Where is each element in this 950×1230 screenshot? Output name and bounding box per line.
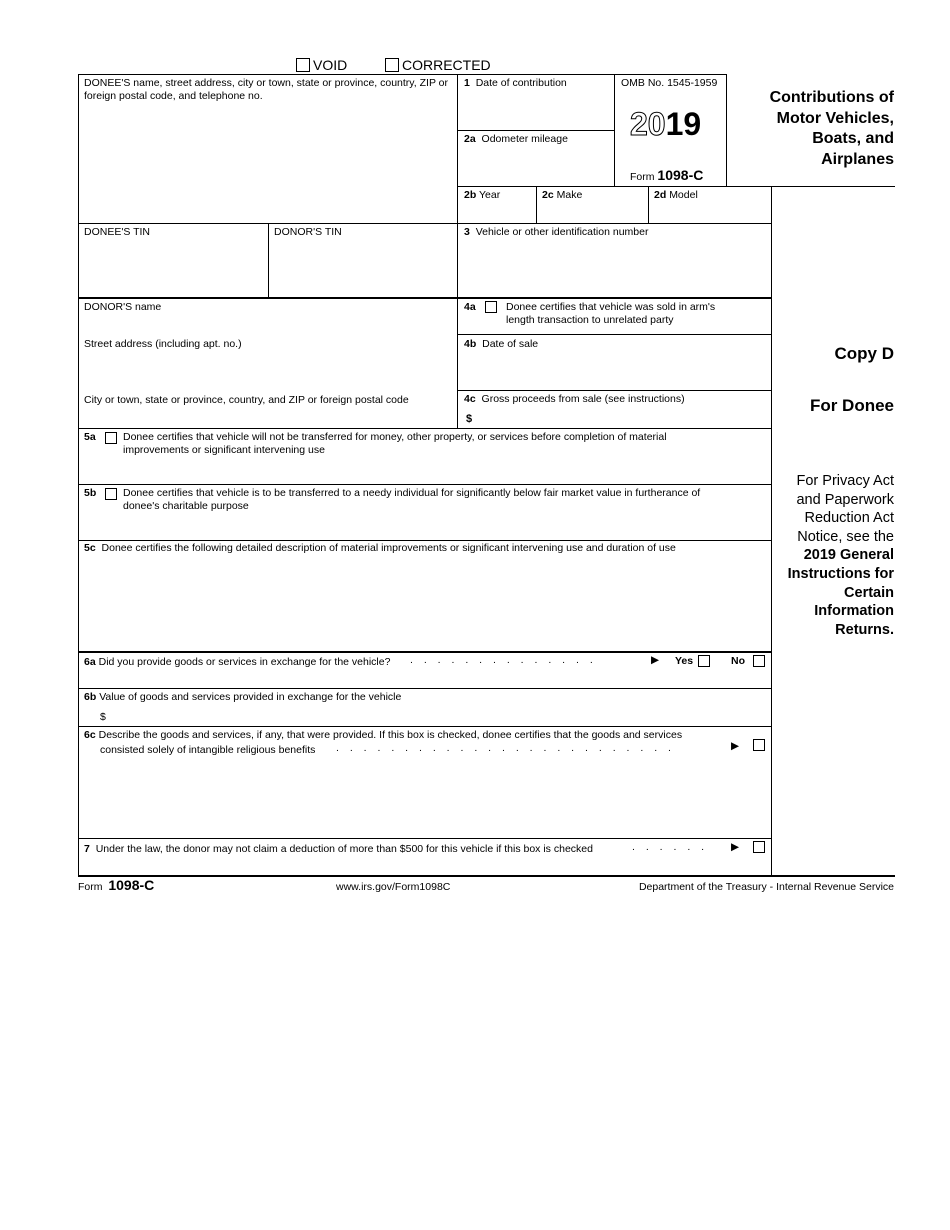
box6b-num: 6b <box>84 691 97 703</box>
corrected-checkbox[interactable] <box>385 58 399 72</box>
donee-name-label: DONEE'S name, street address, city or town, state or province, country, ZIP or foreign postal code, and telephone no. <box>84 77 449 102</box>
footer-form-number: 1098-C <box>108 877 155 893</box>
privacy-line: Returns. <box>835 621 894 638</box>
box4c-dollar: $ <box>466 413 473 425</box>
footer-department: Department of the Treasury - Internal Revenue Service <box>638 881 894 893</box>
omb-form-number: 1098-C <box>657 167 704 183</box>
box2a-label <box>464 133 568 146</box>
box6a-yes-label: Yes <box>675 655 694 667</box>
box5b-line: donee's charitable purpose <box>123 500 249 512</box>
box5c-num: 5c <box>84 542 96 554</box>
box4a-line: length transaction to unrelated party <box>506 314 674 326</box>
box2b-label <box>464 189 500 202</box>
box2c-text: Make <box>556 189 583 201</box>
privacy-line: Instructions for <box>787 565 894 582</box>
box5b-line: Donee certifies that vehicle is to be transferred to a needy individual for significantly below fair market value in furtherance of <box>123 487 701 499</box>
form-bottom-border <box>78 875 895 877</box>
title-line: Boats, and <box>812 130 894 147</box>
box6a-label <box>84 656 390 669</box>
box6c-arrow-icon: ▶ <box>731 740 740 752</box>
box6c-label <box>84 729 724 742</box>
tax-year <box>630 106 701 142</box>
omb-form-name <box>630 167 703 183</box>
omb-number: OMB No. 1545-1959 <box>621 77 718 89</box>
donee-tin-label: DONEE'S TIN <box>84 226 150 238</box>
box6c-line2: consisted solely of intangible religious benefits <box>100 744 316 756</box>
box1-bottom <box>457 130 614 131</box>
box2a-text: Odometer mileage <box>481 133 568 145</box>
box6a-no-label: No <box>731 655 745 667</box>
copy-recipient: For Donee <box>809 396 894 415</box>
box2a-num: 2a <box>464 133 476 145</box>
box7-leader: . . . . . . <box>632 841 709 853</box>
box6a-leader: . . . . . . . . . . . . . . <box>410 654 597 666</box>
box4a-line: Donee certifies that vehicle was sold in arm's <box>506 301 716 313</box>
box2d-label <box>654 189 698 202</box>
box2c-divider <box>648 186 649 223</box>
title-line: Airplanes <box>821 150 894 168</box>
box6b-label <box>84 691 401 704</box>
box2c-label <box>542 189 582 202</box>
box5a-line: Donee certifies that vehicle will not be transferred for money, other property, or services before completion of material <box>123 431 667 443</box>
donor-street-label: Street address (including apt. no.) <box>84 338 242 350</box>
box5c-top <box>78 540 771 541</box>
tin-divider <box>268 223 269 298</box>
donor-tin-label: DONOR'S TIN <box>274 226 342 238</box>
corrected-label: CORRECTED <box>402 57 491 73</box>
box4b-num: 4b <box>464 338 477 350</box>
form-title <box>732 88 894 170</box>
box5b-checkbox[interactable] <box>105 488 117 500</box>
privacy-line: and Paperwork <box>796 491 894 508</box>
box6c-top <box>78 726 771 727</box>
omb-left-border <box>614 74 615 186</box>
void-label: VOID <box>313 57 348 73</box>
footer-form-name <box>78 877 154 893</box>
footer-form-word: Form <box>78 881 103 893</box>
box6c-leader: . . . . . . . . . . . . . . . . . . . . . . . . . <box>336 742 675 754</box>
box4c-top <box>457 390 771 391</box>
box5a-top <box>78 428 771 429</box>
box5a-num: 5a <box>84 431 96 443</box>
box5a-text <box>123 431 763 457</box>
box5a-checkbox[interactable] <box>105 432 117 444</box>
box2b-num: 2b <box>464 189 477 201</box>
box6a-top <box>78 651 771 653</box>
tin-row-top <box>78 223 771 224</box>
box4b-label <box>464 338 538 351</box>
middle-column-divider <box>457 74 458 428</box>
box5a-line: improvements or significant intervening use <box>123 444 325 456</box>
box7-label <box>84 843 593 856</box>
box4a-num: 4a <box>464 301 476 313</box>
box1-label <box>464 77 567 90</box>
box7-num: 7 <box>84 843 90 855</box>
year-suffix: 19 <box>665 106 702 142</box>
box5b-text <box>123 487 763 513</box>
privacy-line: 2019 General <box>803 547 894 564</box>
box7-top <box>78 838 771 839</box>
box7-text: Under the law, the donor may not claim a deduction of more than $500 for this vehicle if this box is checked <box>95 843 593 855</box>
box6c-checkbox[interactable] <box>753 739 765 751</box>
box3-num: 3 <box>464 226 470 238</box>
form-left-border <box>78 74 79 876</box>
box1-text: Date of contribution <box>475 77 567 89</box>
box6b-text: Value of goods and services provided in exchange for the vehicle <box>99 691 402 703</box>
title-line: Contributions of <box>769 89 894 106</box>
box6b-dollar: $ <box>100 711 106 723</box>
privacy-line: Information <box>814 603 894 620</box>
box5c-label <box>84 542 676 555</box>
privacy-line: Notice, see the <box>797 528 894 545</box>
donor-row-top <box>78 297 771 299</box>
box2b-divider <box>536 186 537 223</box>
donor-city-label: City or town, state or province, country, and ZIP or foreign postal code <box>84 394 409 406</box>
box5b-num: 5b <box>84 487 97 499</box>
box4b-text: Date of sale <box>482 338 539 350</box>
footer-url[interactable]: www.irs.gov/Form1098C <box>336 881 451 893</box>
privacy-notice <box>776 472 894 639</box>
privacy-line: For Privacy Act <box>796 473 894 489</box>
box6a-no-checkbox[interactable] <box>753 655 765 667</box>
box3-text: Vehicle or other identification number <box>475 226 649 238</box>
box4a-checkbox[interactable] <box>485 301 497 313</box>
box6c-num: 6c <box>84 729 96 741</box>
form-top-border <box>78 74 726 75</box>
box6b-top <box>78 688 771 689</box>
box5b-top <box>78 484 771 485</box>
box2d-text: Model <box>669 189 698 201</box>
box5c-text: Donee certifies the following detailed description of material improvements or significant intervening use and duration of use <box>101 542 676 554</box>
row2b-top <box>457 186 771 187</box>
box1-num: 1 <box>464 77 470 89</box>
year-prefix: 20 <box>630 106 666 142</box>
box4c-num: 4c <box>464 393 476 405</box>
title-line: Motor Vehicles, <box>776 109 894 127</box>
box3-label <box>464 226 648 239</box>
copy-designation: Copy D <box>834 344 894 363</box>
omb-form-word: Form <box>630 171 655 183</box>
box7-arrow-icon: ▶ <box>731 841 740 853</box>
omb-right-border <box>726 74 727 186</box>
box4a-text <box>506 301 766 327</box>
box2c-num: 2c <box>542 189 554 201</box>
box6c-text: Describe the goods and services, if any, that were provided. If this box is checked, donee certifies that the goods and services <box>98 729 683 741</box>
box4c-label <box>464 393 685 406</box>
box6a-arrow-icon: ▶ <box>651 654 660 666</box>
box2b-text: Year <box>479 189 501 201</box>
box4c-text: Gross proceeds from sale (see instructions) <box>481 393 685 405</box>
form-right-border <box>771 186 772 876</box>
box6a-num: 6a <box>84 656 96 668</box>
void-checkbox[interactable] <box>296 58 310 72</box>
box6a-yes-checkbox[interactable] <box>698 655 710 667</box>
box6a-text: Did you provide goods or services in exchange for the vehicle? <box>98 656 391 668</box>
box2d-num: 2d <box>654 189 667 201</box>
donor-name-label: DONOR'S name <box>84 301 162 313</box>
box7-checkbox[interactable] <box>753 841 765 853</box>
privacy-line: Reduction Act <box>804 510 894 527</box>
box4b-top <box>457 334 771 335</box>
privacy-line: Certain <box>844 584 894 601</box>
